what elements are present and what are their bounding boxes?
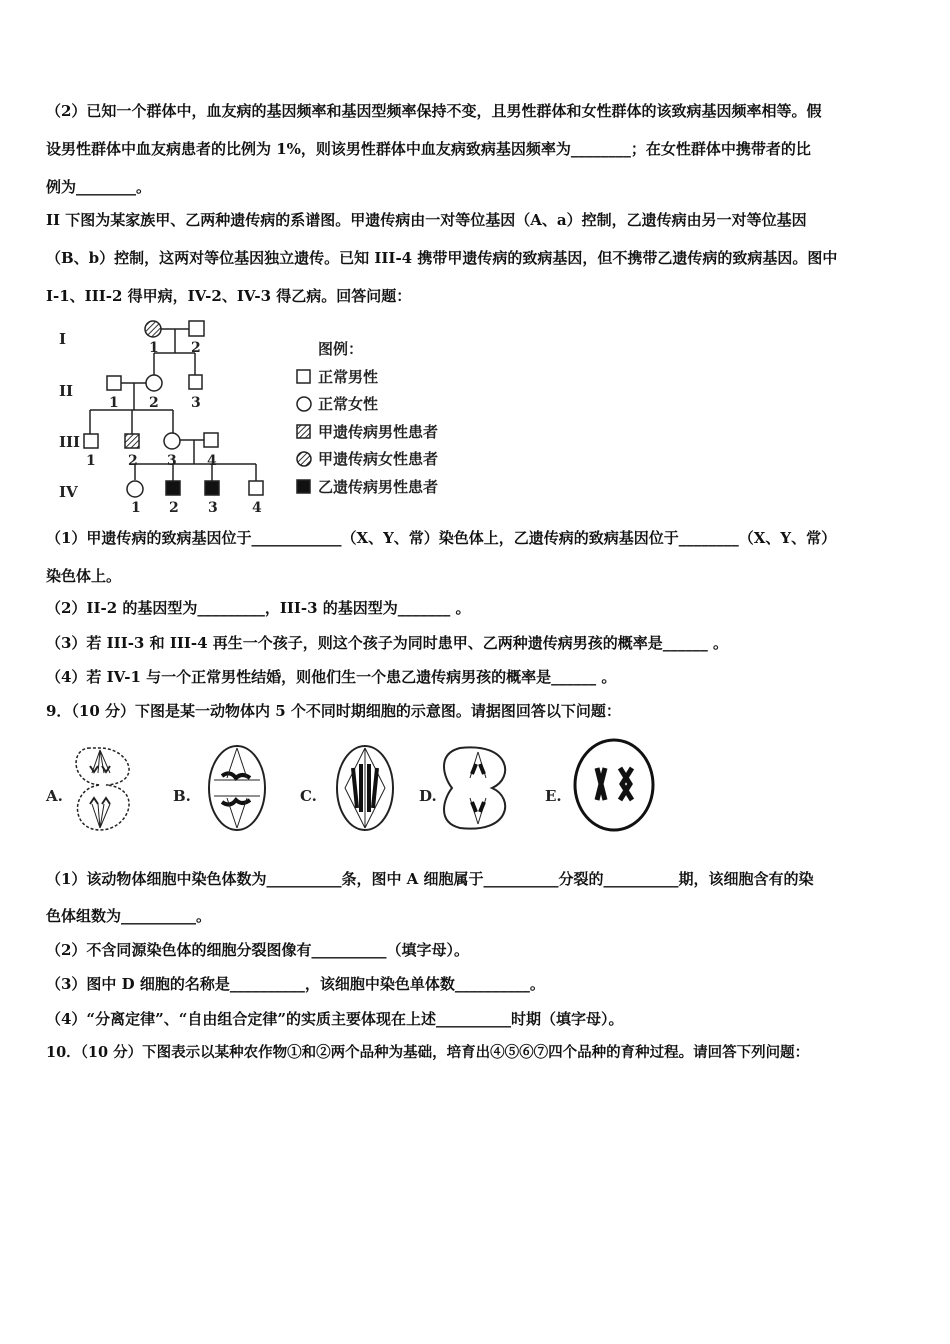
legend-normal-male-icon [297,370,310,383]
cell-e-drawing [575,740,653,830]
gen-label-2: II [59,382,74,400]
label-IV-2: 2 [169,500,179,516]
legend-disease-b-male-icon [297,480,310,493]
legend-disease-a-male-icon [297,425,310,438]
cell-label-e: E. [545,787,562,805]
cell-label-d: D. [419,787,437,805]
pedigree-IV-3 [205,481,219,495]
q9-part1-line-1: （1）该动物体细胞中染色体数为__________条，图中 A 细胞属于__________分裂的__________期，该细胞含有的染 [46,870,814,888]
cell-d-drawing [444,747,505,828]
gen-label-1: I [59,330,67,348]
legend-item-1: 正常男性 [318,368,379,386]
cell-a-drawing [76,748,129,830]
label-III-3: 3 [167,453,177,469]
label-III-2: 2 [128,453,138,469]
legend-item-5: 乙遗传病男性患者 [318,478,439,496]
legend-disease-a-female-icon [297,452,311,466]
q9-part3: （3）图中 D 细胞的名称是__________，该细胞中染色单体数__________。 [46,975,545,993]
q9-part1-line-2: 色体组数为__________。 [46,907,212,925]
pedigree-I-2 [189,321,204,336]
label-II-3: 3 [191,395,201,411]
legend-item-2: 正常女性 [318,395,379,413]
label-IV-3: 3 [208,500,218,516]
q8-part1-line-1: （1）甲遗传病的致病基因位于____________（X、Y、常）染色体上，乙遗传病的致病基因位于________（X、Y、常） [46,529,837,547]
pedigree-II-2 [146,375,162,391]
label-IV-1: 1 [131,500,141,516]
q10-title: 10．（10 分）下图表示以某种农作物①和②两个品种为基础，培育出④⑤⑥⑦四个品种的育种过程。请回答下列问题： [46,1044,810,1061]
gen-label-3: III [59,433,81,451]
pedigree-IV-2 [166,481,180,495]
label-II-1: 1 [109,395,119,411]
gen-label-4: IV [59,483,78,501]
cell-label-a: A. [46,787,63,805]
legend-item-4: 甲遗传病女性患者 [318,450,439,468]
pedigree-IV-4 [249,481,263,495]
pedigree-IV-1 [127,481,143,497]
cell-label-b: B. [173,787,191,805]
pedigree-II-3 [189,375,202,389]
pedigree-I-1 [145,321,161,337]
pedigree-chart [40,312,480,522]
legend-title: 图例： [318,340,364,358]
label-III-4: 4 [207,453,217,469]
q8-part3: （3）若 III-3 和 III-4 再生一个孩子，则这个孩子为同时患甲、乙两种遗传病男孩的概率是______ 。 [46,634,728,652]
q8-part4: （4）若 IV-1 与一个正常男性结婚，则他们生一个患乙遗传病男孩的概率是______ 。 [46,668,617,686]
cell-b-drawing [209,746,265,830]
legend-normal-female-icon [297,397,311,411]
cell-c-drawing [337,746,393,830]
q8-part2: （2）II-2 的基因型为_________，III-3 的基因型为_______ 。 [46,599,471,617]
part2-line-2: 设男性群体中血友病患者的比例为 1%，则该男性群体中血友病致病基因频率为________；在女性群体中携带者的比 [46,140,811,158]
pedigree-III-2 [125,434,139,448]
part2-line-3: 例为________。 [46,178,152,196]
part2-line-1: （2）已知一个群体中，血友病的基因频率和基因型频率保持不变，且男性群体和女性群体的该致病基因频率相等。假 [46,102,822,120]
section2-line-3: I-1、III-2 得甲病，IV-2、IV-3 得乙病。回答问题： [46,287,412,305]
cell-label-c: C. [300,787,317,805]
label-III-1: 1 [86,453,96,469]
label-I-1: 1 [149,340,159,356]
label-I-2: 2 [191,340,201,356]
q8-part1-line-2: 染色体上。 [46,567,122,585]
cell-division-figure [40,738,670,838]
pedigree-II-1 [107,376,121,390]
pedigree-III-1 [84,434,98,448]
section2-line-1: II 下图为某家族甲、乙两种遗传病的系谱图。甲遗传病由一对等位基因（A、a）控制，乙遗传病由另一对等位基因 [46,211,807,229]
label-IV-4: 4 [252,500,262,516]
q9-part2: （2）不含同源染色体的细胞分裂图像有__________（填字母）。 [46,941,469,959]
pedigree-III-3 [164,433,180,449]
pedigree-III-4 [204,433,218,447]
q9-title: 9．（10 分）下图是某一动物体内 5 个不同时期细胞的示意图。请据图回答以下问题： [46,702,621,720]
q9-part4: （4）“分离定律”、“自由组合定律”的实质主要体现在上述__________时期（填字母）。 [46,1010,624,1028]
section2-line-2: （B、b）控制，这两对等位基因独立遗传。已知 III-4 携带甲遗传病的致病基因，但不携带乙遗传病的致病基因。图中 [46,249,838,267]
legend-item-3: 甲遗传病男性患者 [318,423,439,441]
label-II-2: 2 [149,395,159,411]
